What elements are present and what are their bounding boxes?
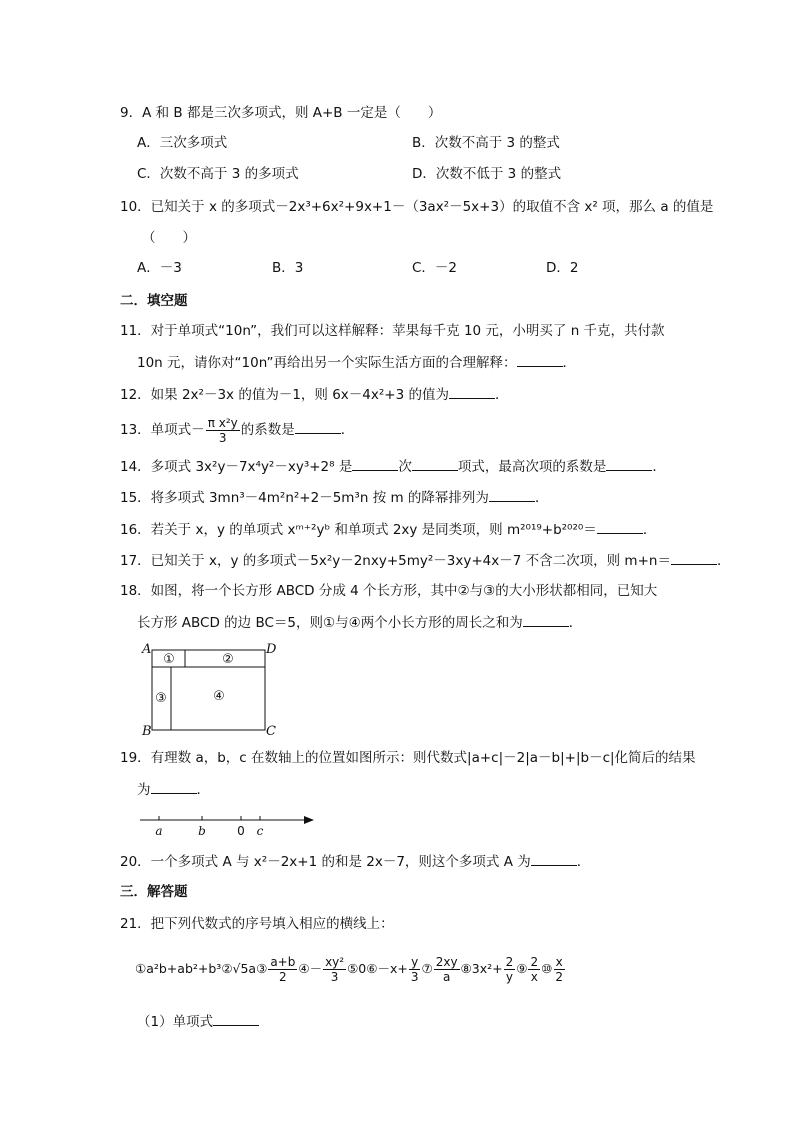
q21-expressions xyxy=(135,952,566,986)
q10-option-d: D．2 xyxy=(546,260,579,276)
q17-text: 17．已知关于 x，y 的多项式－5x²y－2nxy+5my²－3xy+4x－7 不含二次项，则 m+n＝ xyxy=(120,553,671,569)
q9-option-d: D．次数不低于 3 的整式 xyxy=(412,166,562,182)
q19-line1: 19．有理数 a，b，c 在数轴上的位置如图所示：则代数式|a+c|－2|a－b|+|b－c|化简后的结果 xyxy=(120,750,696,766)
q13-fraction xyxy=(206,416,240,445)
q17: 17．已知关于 x，y 的多项式－5x²y－2nxy+5my²－3xy+4x－7 不含二次项，则 m+n＝ ． xyxy=(120,550,730,571)
q13-suffix: 的系数是 xyxy=(240,422,295,438)
expr-4-den: 3 xyxy=(330,970,339,984)
expr-9-num: 2 xyxy=(530,955,539,969)
expr-8-fraction xyxy=(504,955,516,984)
figure-label-b: B xyxy=(142,724,152,739)
tick-label-b: b xyxy=(198,824,206,838)
q16: 16．若关于 x，y 的单项式 xᵐ⁺²yᵇ 和单项式 2xy 是同类项，则 m²⁰¹⁹+b²⁰²⁰＝ ． xyxy=(120,519,656,540)
q20-answer-blank[interactable] xyxy=(531,851,577,866)
expr-9-label: ⑨ xyxy=(516,961,528,976)
expr-9-den: x xyxy=(530,970,538,984)
expr-10-num: x xyxy=(555,955,563,969)
q18-line2: 长方形 ABCD 的边 BC＝5，则①与④两个小长方形的周长之和为 ． xyxy=(137,612,582,633)
q15-answer-blank[interactable] xyxy=(489,487,535,502)
section-fill-in-title: 二．填空题 xyxy=(120,293,188,309)
expr-10-den: 2 xyxy=(555,970,563,984)
q12: 12．如果 2x²－3x 的值为－1，则 6x－4x²+3 的值为 ． xyxy=(120,384,508,405)
q16-answer-blank[interactable] xyxy=(597,519,643,534)
q18-line1: 18．如图，将一个长方形 ABCD 分成 4 个长方形，其中②与③的大小形状都相同，已知大 xyxy=(120,583,658,599)
q14-mid2: 项式，最高次项的系数是 xyxy=(457,459,607,475)
q14: 14．多项式 3x²y－7x⁴y²－xy³+2⁸ 是 次 项式，最高次项的系数是 ． xyxy=(120,456,666,477)
q18-line2-text: 长方形 ABCD 的边 BC＝5，则①与④两个小长方形的周长之和为 xyxy=(137,615,523,631)
rect-label-1: ① xyxy=(163,652,175,667)
q17-answer-blank[interactable] xyxy=(671,550,717,565)
expr-2: ②√5a xyxy=(221,961,257,976)
expr-3-den: 2 xyxy=(279,970,287,984)
q11-line2: 10n 元，请你对“10n”再给出另一个实际生活方面的合理解释： ． xyxy=(137,352,576,373)
figure-label-d: D xyxy=(266,642,277,657)
q21-sub1 xyxy=(137,1011,259,1032)
expr-1: ①a²b+ab²+b³ xyxy=(135,961,222,976)
expr-7-den: a xyxy=(442,970,451,984)
expr-9-fraction xyxy=(528,955,540,984)
q11-line2-text: 10n 元，请你对“10n”再给出另一个实际生活方面的合理解释： xyxy=(137,355,517,371)
expr-4-fraction xyxy=(323,955,346,984)
q13-denominator: 3 xyxy=(218,430,227,445)
expr-6-fraction xyxy=(409,955,421,984)
section-answer-title: 三．解答题 xyxy=(120,884,188,900)
expr-7-fraction xyxy=(434,955,460,984)
expr-7-label: ⑦ xyxy=(421,961,433,976)
q19-answer-blank[interactable] xyxy=(151,779,197,794)
expr-6-label: ⑥－x+ xyxy=(366,961,408,976)
tick-label-zero: 0 xyxy=(237,824,245,838)
q14-blank-3[interactable] xyxy=(606,456,652,471)
expr-4-label: ④－ xyxy=(298,961,323,976)
q11-answer-blank[interactable] xyxy=(517,352,563,367)
expr-5: ⑤0 xyxy=(347,961,367,976)
tick-label-c: c xyxy=(256,824,264,838)
q9-stem: 9．A 和 B 都是三次多项式，则 A+B 一定是（ ） xyxy=(120,105,442,121)
q14-blank-1[interactable] xyxy=(352,456,398,471)
q21-sub1-blank[interactable] xyxy=(213,1011,259,1026)
q20-text: 20．一个多项式 A 与 x²－2x+1 的和是 2x－7，则这个多项式 A 为 xyxy=(120,854,531,870)
q19-line2: 为 ． xyxy=(137,779,210,800)
q12-answer-blank[interactable] xyxy=(449,384,495,399)
q13-numerator: π x²y xyxy=(207,415,238,430)
q21-sub1-text: （1）单项式 xyxy=(137,1014,214,1030)
q15: 15．将多项式 3mn³－4m²n²+2－5m³n 按 m 的降幂排列为 ． xyxy=(120,487,548,508)
expr-7-num: 2xy xyxy=(435,955,458,969)
expr-10-label: ⑩ xyxy=(541,961,553,976)
q19-line2-text: 为 xyxy=(137,782,151,798)
expr-6-num: y xyxy=(411,955,419,969)
expr-3-fraction xyxy=(268,955,297,984)
q13-answer-blank[interactable] xyxy=(295,419,341,434)
q11-line1: 11．对于单项式“10n”，我们可以这样解释：苹果每千克 10 元，小明买了 n 千克，共付款 xyxy=(120,323,665,339)
expr-10-fraction xyxy=(553,955,565,984)
q9-option-c: C．次数不高于 3 的多项式 xyxy=(137,166,299,182)
expr-3-label: ③ xyxy=(256,961,268,976)
q14-prefix: 14．多项式 3x²y－7x⁴y²－xy³+2⁸ 是 xyxy=(120,459,353,475)
figure-label-c: C xyxy=(266,724,276,739)
q15-text: 15．将多项式 3mn³－4m²n²+2－5m³n 按 m 的降幂排列为 xyxy=(120,490,489,506)
q10-option-a: A．－3 xyxy=(137,260,182,276)
tick-label-a: a xyxy=(155,824,163,838)
rectangle-figure xyxy=(138,640,283,740)
q10-paren: （ ） xyxy=(142,230,196,246)
q20: 20．一个多项式 A 与 x²－2x+1 的和是 2x－7，则这个多项式 A 为 ． xyxy=(120,851,590,872)
expr-8-num: 2 xyxy=(505,955,514,969)
rect-label-3: ③ xyxy=(155,691,167,706)
expr-3-num: a+b xyxy=(270,955,296,969)
q14-mid1: 次 xyxy=(398,459,412,475)
rect-label-2: ② xyxy=(222,652,234,667)
expr-6-den: 3 xyxy=(410,970,419,984)
arrow-right-icon xyxy=(304,816,314,824)
q13-prefix: 13．单项式－ xyxy=(120,422,205,438)
q18-answer-blank[interactable] xyxy=(523,612,569,627)
figure-label-a: A xyxy=(142,642,152,657)
q21-stem: 21．把下列代数式的序号填入相应的横线上： xyxy=(120,916,394,932)
expr-4-num: xy² xyxy=(325,955,345,969)
q10-stem: 10．已知关于 x 的多项式－2x³+6x²+9x+1－（3ax²－5x+3）的取值不含 x² 项，那么 a 的值是 xyxy=(120,199,714,215)
q10-option-c: C．－2 xyxy=(412,260,458,276)
q9-option-b: B．次数不高于 3 的整式 xyxy=(412,135,560,151)
q16-text: 16．若关于 x，y 的单项式 xᵐ⁺²yᵇ 和单项式 2xy 是同类项，则 m²⁰¹⁹+b²⁰²⁰＝ xyxy=(120,522,597,538)
rect-label-4: ④ xyxy=(213,689,225,704)
q13: 13．单项式－ $\frac{\text{π x²y}}{3}$ 的系数是 ． xyxy=(120,415,355,445)
number-line xyxy=(138,808,320,840)
expr-8-den: y xyxy=(505,970,513,984)
q9-option-a: A．三次多项式 xyxy=(137,135,228,151)
q12-text: 12．如果 2x²－3x 的值为－1，则 6x－4x²+3 的值为 xyxy=(120,387,449,403)
q10-option-b: B．3 xyxy=(272,260,304,276)
expr-8-label: ⑧3x²+ xyxy=(460,961,503,976)
q14-blank-2[interactable] xyxy=(412,456,458,471)
